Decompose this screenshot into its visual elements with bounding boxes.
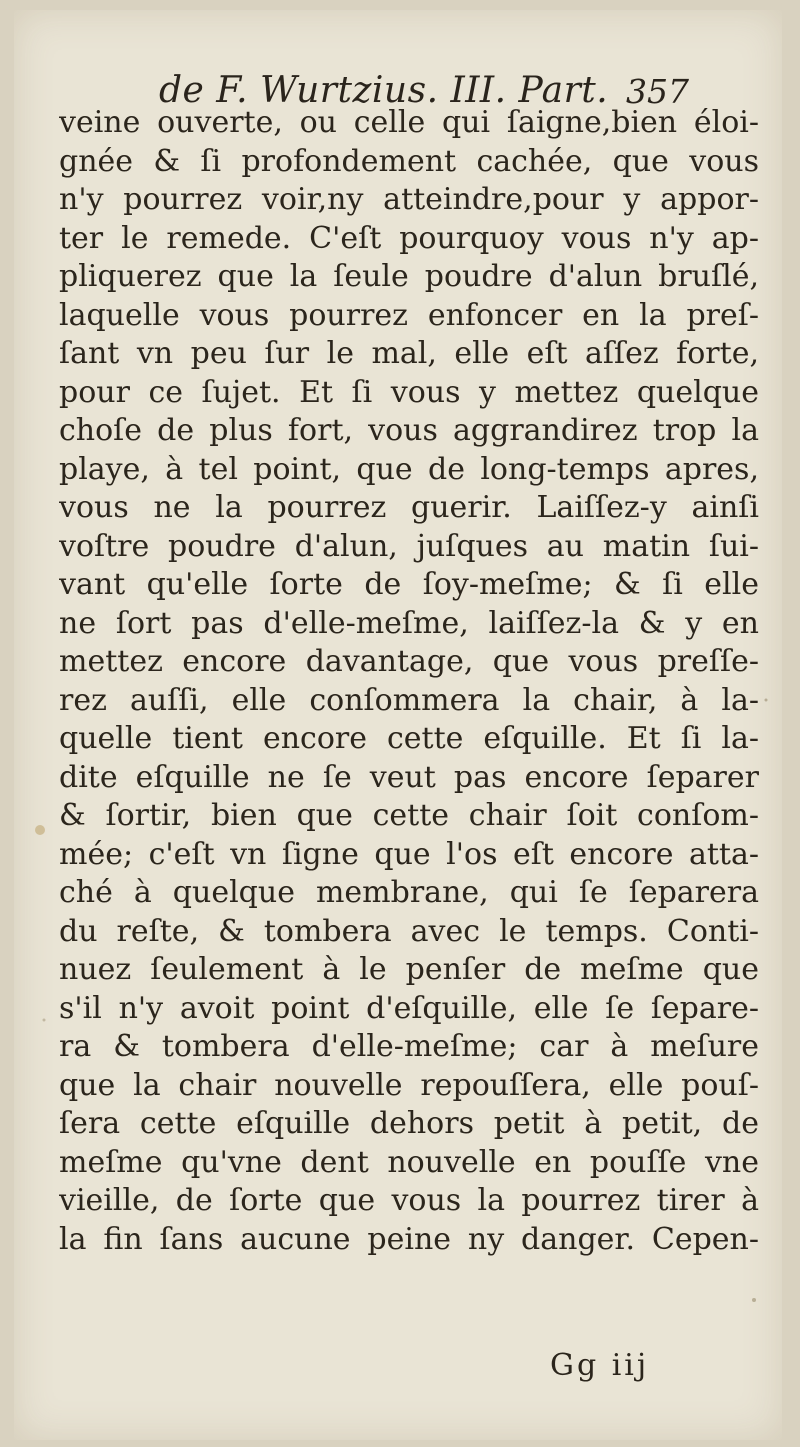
text-line: la fin ſans aucune peine ny danger. Cepen- [59,1221,759,1257]
text-line: mettez encore davantage, que vous preſſe- [59,644,759,679]
text-line: ſera cette eſquille dehors petit à petit, de [59,1106,759,1141]
signature-mark: Gg iij [550,1348,650,1383]
text-line: ne ſort pas d'elle-meſme, laiſſez-la & y en [59,605,759,641]
text-line: pliquerez que la ſeule poudre d'alun bruſlé, [59,259,759,294]
text-line: meſme qu'vne dent nouvelle en pouſſe vne [59,1144,759,1180]
text-line: laquelle vous pourrez enfoncer en la preſ- [59,297,759,333]
text-line: playe, à tel point, que de long-temps apres, [59,451,759,487]
text-line: nuez ſeulement à le penſer de meſme que [59,952,759,987]
book-page [14,10,782,1440]
text-line: que la chair nouvelle repouſſera, elle pouſ- [59,1067,759,1103]
text-line: vous ne la pourrez guerir. Laiſſez-y ainſi [59,490,759,525]
text-line: vant qu'elle ſorte de ſoy-meſme; & ſi elle [59,567,759,602]
text-line: & ſortir, bien que cette chair ſoit conſom- [59,798,759,833]
body-text [59,104,759,1259]
text-line: dite eſquille ne ſe veut pas encore ſeparer [59,759,759,795]
text-line: choſe de plus fort, vous aggrandirez trop la [59,413,759,448]
text-line: rez auſſi, elle conſommera la chair, à la- [59,682,759,718]
text-line: mée; c'eſt vn ſigne que l'os eſt encore atta- [59,836,759,872]
text-line: n'y pourrez voir,ny atteindre,pour y appor- [59,182,759,217]
page-number: 357 [626,72,689,111]
text-line: quelle tient encore cette eſquille. Et ſi la- [59,721,759,756]
text-line: s'il n'y avoit point d'eſquille, elle ſe ſepare- [59,990,759,1026]
text-line: gnée & ſi profondement cachée, que vous [59,143,759,179]
text-line: vieille, de ſorte que vous la pourrez tirer à [59,1183,759,1218]
text-line: ter le remede. C'eſt pourquoy vous n'y ap- [59,220,759,256]
text-line: ſant vn peu ſur le mal, elle eſt aſſez forte, [59,336,759,371]
text-line: ché à quelque membrane, qui ſe ſeparera [59,875,759,910]
text-line: ra & tombera d'elle-meſme; car à meſure [59,1029,759,1064]
text-line: pour ce ſujet. Et ſi vous y mettez quelque [59,374,759,410]
running-head: de F. Wurtzius. III. Part. [159,70,609,111]
text-line: du reſte, & tombera avec le temps. Conti- [59,913,759,949]
text-line: veine ouverte, ou celle qui ſaigne,bien éloi- [59,105,759,140]
text-line: voſtre poudre d'alun, juſques au matin ſui- [59,528,759,564]
